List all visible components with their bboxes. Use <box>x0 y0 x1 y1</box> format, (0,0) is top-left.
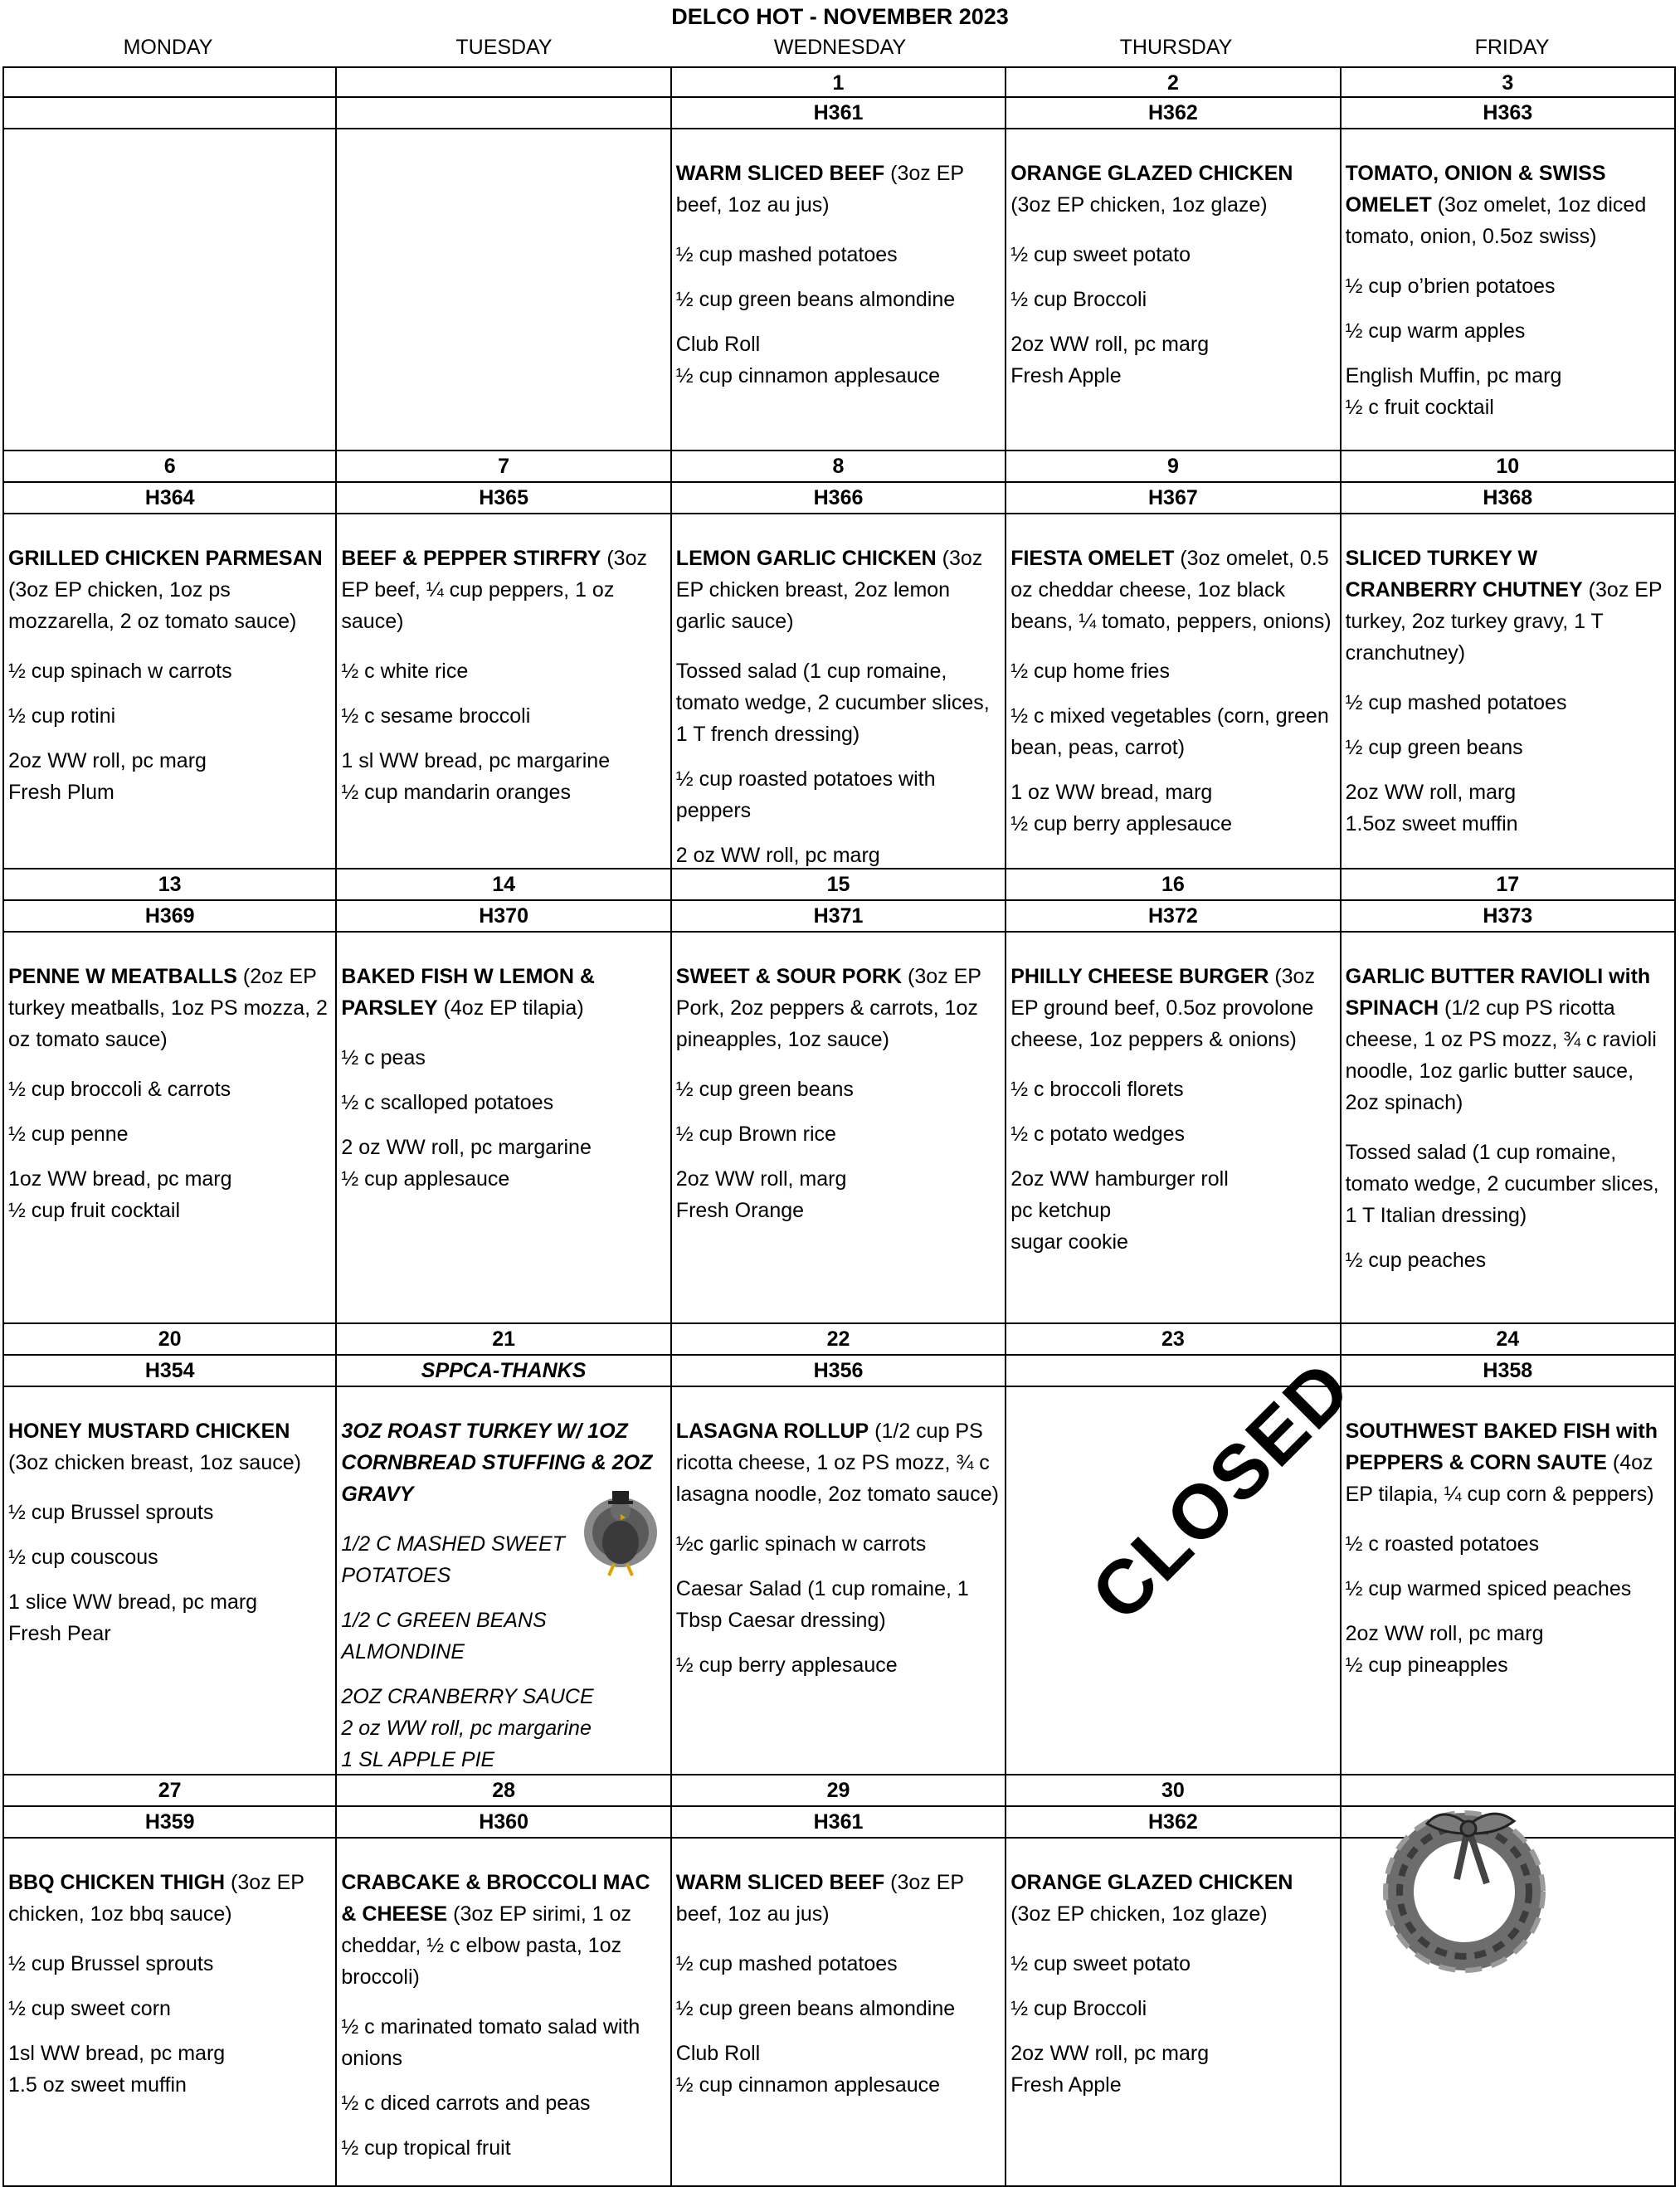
menu-code: H361 <box>672 98 1006 129</box>
menu-item: ½ cup penne <box>8 1123 129 1146</box>
date-number: 1 <box>672 66 1006 98</box>
menu-item: 1 SL APPLE PIE <box>341 1748 495 1771</box>
entree-name: BAKED FISH W LEMON & PARSLEY <box>341 965 595 1020</box>
menu-item: 1sl WW bread, pc marg <box>8 2042 226 2065</box>
menu-item: ½ c broccoli florets <box>1010 1078 1184 1101</box>
entree-detail: (3oz chicken breast, 1oz sauce) <box>8 1451 301 1474</box>
date-number: 28 <box>337 1775 671 1807</box>
menu-cell <box>2 1387 337 1775</box>
menu-item: ½ c mixed vegetables (corn, green bean, peas, carrot) <box>1010 704 1329 759</box>
entree-name: GRILLED CHICKEN PARMESAN <box>8 547 323 570</box>
menu-cell <box>672 514 1006 869</box>
entree-detail: (3oz EP chicken, 1oz bbq sauce) <box>8 1871 304 1926</box>
menu-item: ½ cup mandarin oranges <box>341 781 571 804</box>
entree-name: TOMATO, ONION & SWISS OMELET <box>1345 162 1606 217</box>
menu-code: H364 <box>2 483 337 514</box>
entree-name: 3OZ ROAST TURKEY W/ 1OZ CORNBREAD STUFFING & 2OZ GRAVY <box>341 1420 653 1506</box>
menu-item: ½ cup green beans almondine <box>675 288 956 311</box>
entree-name: SLICED TURKEY W CRANBERRY CHUTNEY <box>1345 547 1583 602</box>
entree <box>676 543 1001 637</box>
calendar-title: DELCO HOT - NOVEMBER 2023 <box>671 4 1009 29</box>
menu-item: 2oz WW roll, pc marg <box>8 749 207 772</box>
menu-item: Caesar Salad (1 cup romaine, 1 Tbsp Caesar dressing) <box>675 1577 969 1632</box>
menu-item: ½ cup tropical fruit <box>341 2136 511 2160</box>
menu-cell <box>1006 1839 1341 2187</box>
entree-name: ORANGE GLAZED CHICKEN <box>1010 162 1293 185</box>
menu-item: 2oz WW hamburger roll <box>1010 1167 1229 1191</box>
menu-item: ½ cup roasted potatoes with peppers <box>675 767 936 822</box>
menu-item: ½ c potato wedges <box>1010 1123 1186 1146</box>
date-number <box>2 66 337 98</box>
menu-item: 1 slice WW bread, pc marg <box>8 1590 258 1614</box>
menu-item: ½ c fruit cocktail <box>1345 396 1494 419</box>
entree-detail: (3oz EP chicken breast, 2oz lemon garlic sauce) <box>675 547 983 633</box>
menu-item: Tossed salad (1 cup romaine, tomato wedge, 2 cucumber slices, 1 T Italian dressing) <box>1345 1141 1659 1227</box>
menu-code <box>337 98 671 129</box>
menu-cell <box>1006 514 1341 869</box>
menu-item: ½ cup Brussel sprouts <box>8 1501 214 1524</box>
date-number: 20 <box>2 1324 337 1356</box>
date-number: 23 <box>1006 1324 1341 1356</box>
menu-item: 1 oz WW bread, marg <box>1010 781 1213 804</box>
menu-item: ½ cup mashed potatoes <box>1345 691 1567 714</box>
entree-name: SOUTHWEST BAKED FISH with PEPPERS & CORN SAUTE <box>1345 1420 1658 1474</box>
entree <box>676 1415 1001 1510</box>
menu-item: ½ c white rice <box>341 660 469 683</box>
entree <box>8 961 331 1055</box>
entree-detail: (3oz EP chicken, 1oz glaze) <box>1010 193 1268 217</box>
menu-code: H368 <box>1342 483 1676 514</box>
menu-item: Fresh Plum <box>8 781 114 804</box>
menu-item: 2oz WW roll, pc marg <box>1345 1622 1544 1645</box>
entree <box>341 961 665 1024</box>
date-number <box>337 66 671 98</box>
menu-item: ½ cup berry applesauce <box>675 1654 898 1677</box>
entree <box>1346 158 1670 252</box>
date-number: 10 <box>1342 451 1676 483</box>
menu-code: H354 <box>2 1356 337 1387</box>
entree <box>676 158 1001 221</box>
menu-code: SPPCA-THANKS <box>337 1356 671 1387</box>
entree-name: HONEY MUSTARD CHICKEN <box>8 1420 290 1443</box>
menu-cell <box>1342 1387 1676 1775</box>
menu-cell <box>1006 129 1341 451</box>
menu-code: H360 <box>337 1807 671 1839</box>
entree-detail: (1/2 cup PS ricotta cheese, 1 oz PS mozz, ¾ c lasagna noodle, 2oz tomato sauce) <box>675 1420 999 1506</box>
menu-code: H365 <box>337 483 671 514</box>
menu-code: H371 <box>672 901 1006 933</box>
menu-item: 2 oz WW roll, pc margarine <box>341 1136 592 1159</box>
turkey-icon <box>581 1481 660 1581</box>
menu-item: ½ cup mashed potatoes <box>675 243 898 266</box>
entree-detail: (3oz EP sirimi, 1 oz cheddar, ½ c elbow pasta, 1oz broccoli) <box>341 1902 632 1989</box>
menu-item: pc ketchup <box>1010 1199 1112 1222</box>
menu-item: Fresh Pear <box>8 1622 111 1645</box>
menu-item: ½ cup Broccoli <box>1010 288 1147 311</box>
menu-item: ½ c roasted potatoes <box>1345 1532 1540 1556</box>
menu-cell <box>337 514 671 869</box>
date-number: 15 <box>672 869 1006 901</box>
entree-detail: (1/2 cup PS ricotta cheese, 1 oz PS mozz, ¾ c ravioli noodle, 1oz garlic butter sauce, 2oz spinach) <box>1345 996 1657 1114</box>
entree <box>8 543 331 637</box>
entree-name: CRABCAKE & BROCCOLI MAC & CHEESE <box>341 1871 650 1926</box>
menu-item: ½ cup applesauce <box>341 1167 510 1191</box>
entree <box>1010 1867 1335 1930</box>
entree-name: LASAGNA ROLLUP <box>675 1420 869 1443</box>
entree-detail: (4oz EP tilapia, ¼ cup corn & peppers) <box>1345 1451 1654 1506</box>
menu-cell <box>672 129 1006 451</box>
menu-item: 2oz WW roll, pc marg <box>1010 2042 1210 2065</box>
menu-cell <box>672 1387 1006 1775</box>
closed-stamp: CLOSED <box>1075 1345 1368 1637</box>
menu-code: H366 <box>672 483 1006 514</box>
menu-item: ½ cup Brown rice <box>675 1123 836 1146</box>
entree-name: PENNE W MEATBALLS <box>8 965 237 988</box>
menu-cell <box>2 129 337 451</box>
entree-detail: (2oz EP turkey meatballs, 1oz PS mozza, 2 oz tomato sauce) <box>8 965 328 1051</box>
menu-item: Fresh Apple <box>1010 364 1122 387</box>
entree-name: FIESTA OMELET <box>1010 547 1175 570</box>
date-number: 2 <box>1006 66 1341 98</box>
menu-item: ½ c marinated tomato salad with onions <box>341 2015 640 2070</box>
entree-detail: (3oz omelet, 0.5 oz cheddar cheese, 1oz black beans, ¼ tomato, peppers, onions) <box>1010 547 1332 633</box>
menu-item: ½ cup fruit cocktail <box>8 1199 181 1222</box>
entree <box>8 1867 331 1930</box>
menu-item: ½ cup green beans almondine <box>675 1997 956 2020</box>
menu-item: ½ cup warm apples <box>1345 319 1526 343</box>
menu-item: 1oz WW bread, pc marg <box>8 1167 232 1191</box>
date-number: 9 <box>1006 451 1341 483</box>
date-number: 29 <box>672 1775 1006 1807</box>
menu-item: ½ cup broccoli & carrots <box>8 1078 231 1101</box>
entree-detail: (3oz EP turkey, 2oz turkey gravy, 1 T cranchutney) <box>1345 578 1663 665</box>
menu-item: 2oz WW roll, marg <box>675 1167 847 1191</box>
menu-code: H373 <box>1342 901 1676 933</box>
menu-code <box>2 98 337 129</box>
date-number: 7 <box>337 451 671 483</box>
menu-code: H361 <box>672 1807 1006 1839</box>
entree <box>1010 543 1335 637</box>
entree <box>1346 543 1670 669</box>
menu-cell <box>2 514 337 869</box>
menu-code: H362 <box>1006 1807 1341 1839</box>
menu-item: ½ cup o’brien potatoes <box>1345 275 1556 298</box>
entree-name: BBQ CHICKEN THIGH <box>8 1871 226 1894</box>
entree-detail: (3oz EP chicken, 1oz glaze) <box>1010 1902 1268 1926</box>
menu-cell <box>337 129 671 451</box>
menu-item: 1 sl WW bread, pc margarine <box>341 749 611 772</box>
menu-item: Tossed salad (1 cup romaine, tomato wedge, 2 cucumber slices, 1 T french dressing) <box>675 660 990 746</box>
menu-item: 2oz WW roll, marg <box>1345 781 1517 804</box>
entree-name: PHILLY CHEESE BURGER <box>1010 965 1269 988</box>
date-number: 30 <box>1006 1775 1341 1807</box>
date-number: 14 <box>337 869 671 901</box>
menu-item: Fresh Orange <box>675 1199 805 1222</box>
weekday-friday: FRIDAY <box>1474 36 1550 59</box>
menu-cell <box>2 1839 337 2187</box>
menu-code: H369 <box>2 901 337 933</box>
weekday-wednesday: WEDNESDAY <box>773 36 907 59</box>
weekday-monday: MONDAY <box>123 36 213 59</box>
menu-item: ½ cup home fries <box>1010 660 1170 683</box>
date-number: 3 <box>1342 66 1676 98</box>
entree-name: LEMON GARLIC CHICKEN <box>675 547 937 570</box>
menu-item: ½ cup green beans <box>1345 736 1523 759</box>
menu-item: ½ cup mashed potatoes <box>675 1952 898 1975</box>
entree <box>1346 1415 1670 1510</box>
entree-detail: (3oz EP chicken, 1oz ps mozzarella, 2 oz tomato sauce) <box>8 578 297 633</box>
menu-code: H363 <box>1342 98 1676 129</box>
menu-item: 1/2 C GREEN BEANS ALMONDINE <box>341 1609 547 1663</box>
entree-detail: (3oz omelet, 1oz diced tomato, onion, 0.5oz swiss) <box>1345 193 1647 248</box>
menu-cell <box>337 1387 671 1775</box>
date-number: 16 <box>1006 869 1341 901</box>
menu-code: H367 <box>1006 483 1341 514</box>
menu-cell <box>2 933 337 1324</box>
menu-cell <box>1342 129 1676 451</box>
date-number: 24 <box>1342 1324 1676 1356</box>
menu-item: ½ cup sweet potato <box>1010 1952 1191 1975</box>
menu-item: 2 oz WW roll, pc marg <box>675 844 880 867</box>
date-number: 17 <box>1342 869 1676 901</box>
menu-item: 2 oz WW roll, pc margarine <box>341 1717 592 1740</box>
entree <box>8 1415 331 1478</box>
entree-detail: (3oz EP ground beef, 0.5oz provolone cheese, 1oz peppers & onions) <box>1010 965 1315 1051</box>
menu-item: ½ cup peaches <box>1345 1249 1487 1272</box>
entree-name: WARM SLICED BEEF <box>675 1871 885 1894</box>
menu-item: ½ cup cinnamon applesauce <box>675 364 941 387</box>
menu-cell <box>1342 514 1676 869</box>
menu-item: ½ cup cinnamon applesauce <box>675 2073 941 2097</box>
entree <box>341 1867 665 1993</box>
menu-item: ½ c diced carrots and peas <box>341 2092 591 2115</box>
entree <box>676 961 1001 1055</box>
menu-code: H372 <box>1006 901 1341 933</box>
menu-item: Club Roll <box>675 2042 761 2065</box>
menu-item: 2oz WW roll, pc marg <box>1010 333 1210 356</box>
menu-code: H359 <box>2 1807 337 1839</box>
menu-cell <box>337 1839 671 2187</box>
menu-cell <box>672 1839 1006 2187</box>
menu-item: ½ cup spinach w carrots <box>8 660 232 683</box>
menu-code: H356 <box>672 1356 1006 1387</box>
menu-item: ½ c sesame broccoli <box>341 704 531 728</box>
menu-code: H370 <box>337 901 671 933</box>
date-number: 6 <box>2 451 337 483</box>
date-number: 8 <box>672 451 1006 483</box>
menu-item: 2OZ CRANBERRY SAUCE <box>341 1685 594 1708</box>
entree-detail: (4oz EP tilapia) <box>437 996 584 1020</box>
menu-item: ½ cup green beans <box>675 1078 854 1101</box>
entree-name: ORANGE GLAZED CHICKEN <box>1010 1871 1293 1894</box>
menu-cell <box>1006 933 1341 1324</box>
menu-item: ½ cup warmed spiced peaches <box>1345 1577 1632 1600</box>
weekday-header-row <box>0 33 1680 61</box>
entree-detail: (3oz EP beef, ¼ cup peppers, 1 oz sauce) <box>341 547 647 633</box>
entree-detail: (3oz EP Pork, 2oz peppers & carrots, 1oz pineapples, 1oz sauce) <box>675 965 981 1051</box>
menu-code: H362 <box>1006 98 1341 129</box>
menu-item: 1.5 oz sweet muffin <box>8 2073 187 2097</box>
menu-item: ½ cup rotini <box>8 704 116 728</box>
menu-item: 1.5oz sweet muffin <box>1345 812 1518 835</box>
weekday-thursday: THURSDAY <box>1119 36 1233 59</box>
menu-item: 1/2 C MASHED SWEET POTATOES <box>341 1532 565 1587</box>
menu-item: ½c garlic spinach w carrots <box>675 1532 927 1556</box>
menu-code: H358 <box>1342 1356 1676 1387</box>
menu-item: ½ cup couscous <box>8 1546 158 1569</box>
menu-item: ½ cup Brussel sprouts <box>8 1952 214 1975</box>
menu-item: sugar cookie <box>1010 1230 1128 1254</box>
entree-detail: (3oz EP beef, 1oz au jus) <box>675 1871 964 1926</box>
menu-item: ½ cup berry applesauce <box>1010 812 1233 835</box>
weekday-tuesday: TUESDAY <box>455 36 553 59</box>
entree-name: SWEET & SOUR PORK <box>675 965 903 988</box>
entree <box>341 543 665 637</box>
menu-item: ½ cup sweet potato <box>1010 243 1191 266</box>
entree-name: BEEF & PEPPER STIRFRY <box>341 547 601 570</box>
menu-item: ½ cup Broccoli <box>1010 1997 1147 2020</box>
menu-item: ½ c scalloped potatoes <box>341 1091 554 1114</box>
entree-name: GARLIC BUTTER RAVIOLI with SPINACH <box>1345 965 1651 1020</box>
menu-item: ½ cup sweet corn <box>8 1997 171 2020</box>
menu-item: English Muffin, pc marg <box>1345 364 1562 387</box>
entree-detail: (3oz EP beef, 1oz au jus) <box>675 162 964 217</box>
entree <box>1346 961 1670 1118</box>
date-number: 13 <box>2 869 337 901</box>
entree-name: WARM SLICED BEEF <box>675 162 885 185</box>
menu-item: Fresh Apple <box>1010 2073 1122 2097</box>
date-number: 21 <box>337 1324 671 1356</box>
menu-item: ½ cup pineapples <box>1345 1654 1508 1677</box>
menu-cell <box>1342 933 1676 1324</box>
date-number: 22 <box>672 1324 1006 1356</box>
menu-cell <box>337 933 671 1324</box>
entree <box>1010 961 1335 1055</box>
menu-item: ½ c peas <box>341 1046 426 1069</box>
date-number: 27 <box>2 1775 337 1807</box>
menu-item: Club Roll <box>675 333 761 356</box>
menu-cell <box>672 933 1006 1324</box>
wreath-icon <box>1377 1800 1551 1975</box>
entree <box>676 1867 1001 1930</box>
entree <box>1010 158 1335 221</box>
